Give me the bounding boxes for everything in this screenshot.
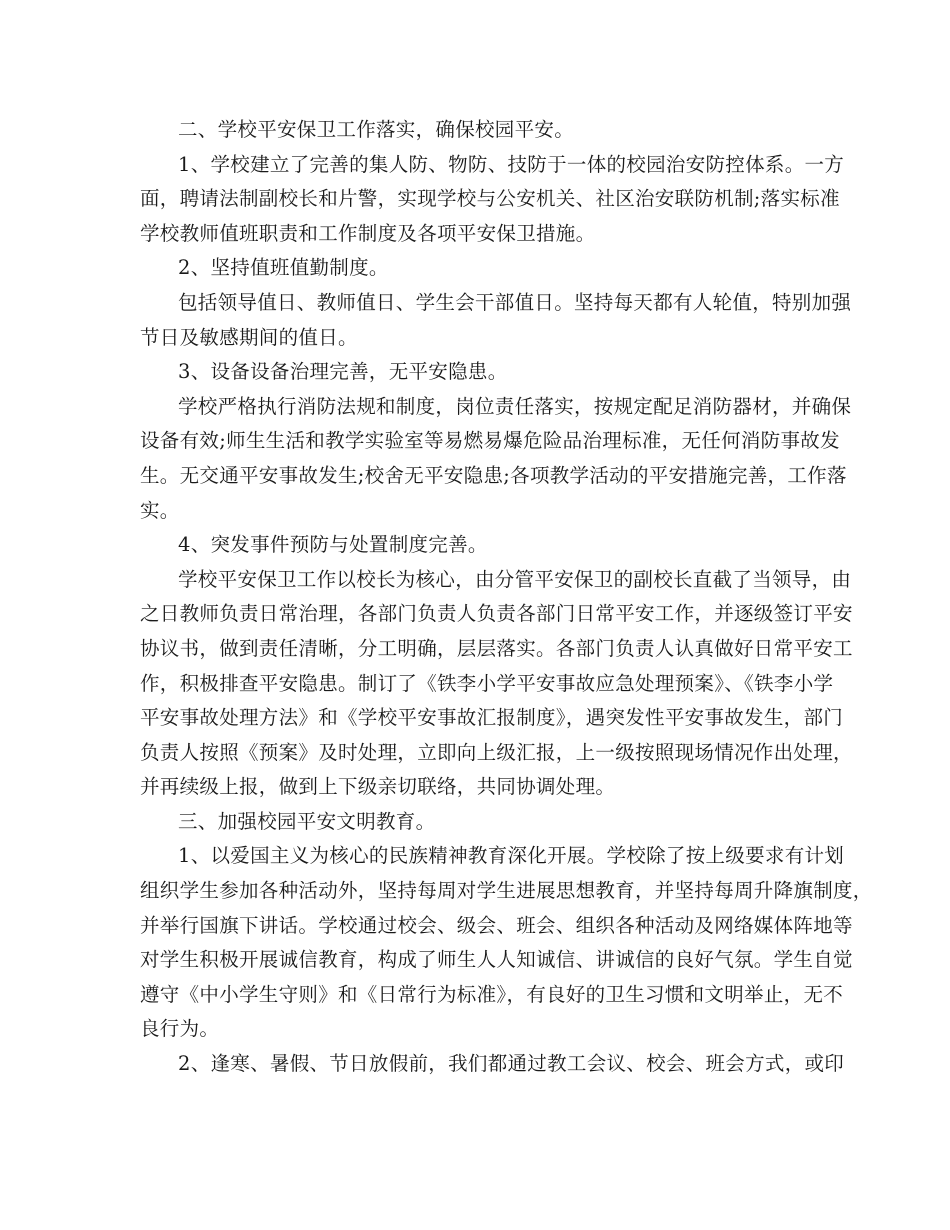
- text-line: 4、突发事件预防与处置制度完善。: [178, 533, 488, 557]
- text-line: 面，聘请法制副校长和片警，实现学校与公安机关、社区治安联防机制;落实标准: [140, 187, 840, 211]
- text-line: 学校平安保卫工作以校长为核心，由分管平安保卫的副校长直截了当领导，由: [178, 567, 852, 591]
- text-line: 2、坚持值班值勤制度。: [178, 256, 389, 280]
- text-line: 二、学校平安保卫工作落实，确保校园平安。: [178, 118, 575, 141]
- text-line: 良行为。: [140, 1017, 220, 1041]
- text-line: 1、学校建立了完善的集人防、物防、技防于一体的校园治安防控体系。一方: [178, 152, 845, 176]
- text-line: 1、以爱国主义为核心的民族精神教育深化开展。学校除了按上级要求有计划: [178, 844, 845, 868]
- document-body: [140, 113, 873, 1082]
- text-line: 包括领导值日、教师值日、学生会干部值日。坚持每天都有人轮值，特别加强: [178, 290, 852, 314]
- text-line: 负责人按照《预案》及时处理，立即向上级汇报，上一级按照现场情况作出处理，: [140, 740, 853, 764]
- text-line: 组织学生参加各种活动外，坚持每周对学生进展思想教育，并坚持每周升降旗制度，: [140, 879, 873, 903]
- text-line: 并再续级上报，做到上下级亲切联络，共同协调处理。: [140, 775, 616, 799]
- text-line: 三、加强校园平安文明教育。: [178, 809, 436, 833]
- text-line: 之日教师负责日常治理，各部门负责人负责各部门日常平安工作，并逐级签订平安: [140, 602, 853, 626]
- text-line: 3、设备设备治理完善，无平安隐患。: [178, 360, 508, 384]
- text-line: 协议书，做到责任清晰，分工明确，层层落实。各部门负责人认真做好日常平安工: [140, 636, 853, 660]
- text-line: 学校严格执行消防法规和制度，岗位责任落实，按规定配足消防器材，并确保: [178, 394, 852, 418]
- text-line: 节日及敏感期间的值日。: [140, 325, 358, 349]
- text-line: 作，积极排查平安隐患。制订了《铁李小学平安事故应急处理预案》、《铁李小学: [140, 671, 834, 695]
- text-line: 对学生积极开展诚信教育，构成了师生人人知诚信、讲诚信的良好气氛。学生自觉: [140, 948, 853, 972]
- text-line: 生。无交通平安事故发生;校舍无平安隐患;各项教学活动的平安措施完善，工作落: [140, 463, 847, 487]
- text-line: 遵守《中小学生守则》和《日常行为标准》，有良好的卫生习惯和文明举止，无不: [140, 982, 844, 1006]
- text-line: 学校教师值班职责和工作制度及各项平安保卫措施。: [140, 221, 596, 245]
- text-line: 实。: [140, 498, 180, 522]
- text-line: 设备有效;师生生活和教学实验室等易燃易爆危险品治理标准，无任何消防事故发: [140, 429, 840, 453]
- text-line: 2、逢寒、暑假、节日放假前，我们都通过教工会议、校会、班会方式，或印: [178, 1052, 845, 1076]
- text-line: 平安事故处理方法》和《学校平安事故汇报制度》，遇突发性平安事故发生，部门: [140, 706, 844, 730]
- text-line: 并举行国旗下讲话。学校通过校会、级会、班会、组织各种活动及网络媒体阵地等: [140, 913, 853, 937]
